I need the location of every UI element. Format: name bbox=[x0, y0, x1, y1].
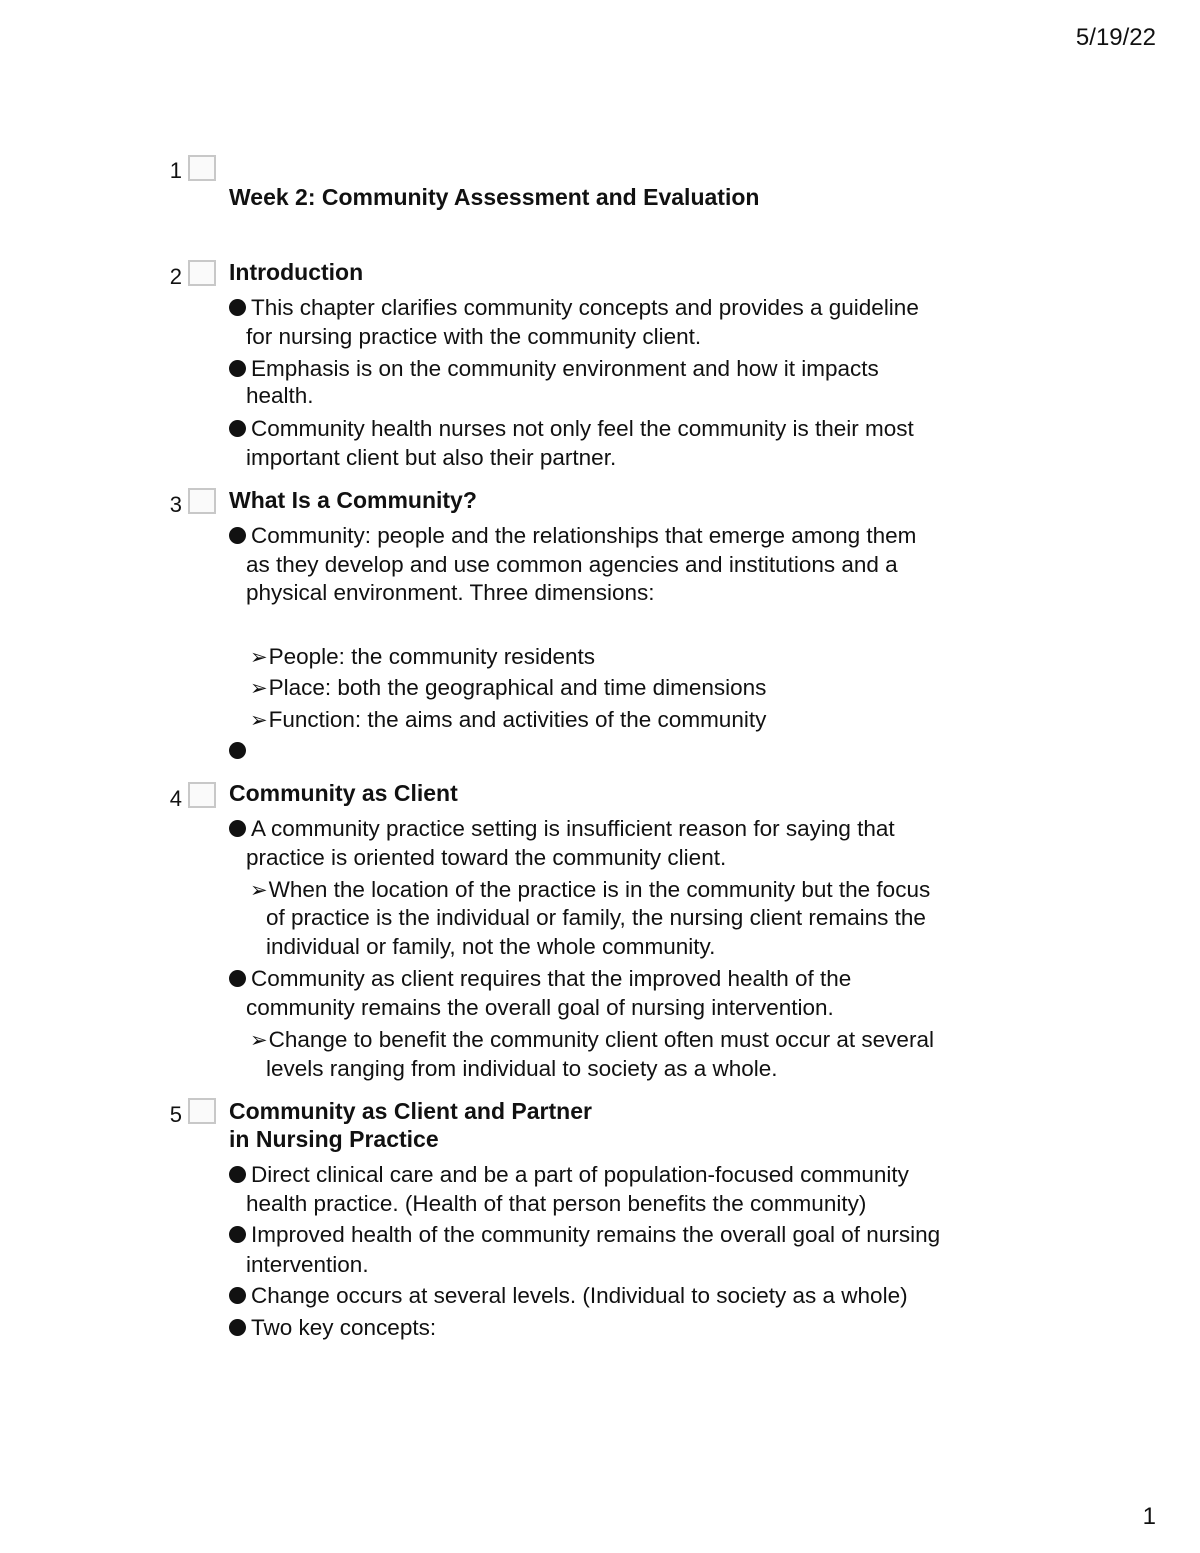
bullet-line: Community health nurses not only feel the community is their most bbox=[229, 415, 914, 443]
bullet-continuation: important client but also their partner. bbox=[246, 445, 617, 470]
bullet-dot-icon bbox=[229, 420, 246, 437]
slide-number: 5 bbox=[169, 1102, 182, 1127]
bullet-dot-icon bbox=[229, 299, 246, 316]
bullet-line: Improved health of the community remains the overall goal of nursing bbox=[229, 1221, 940, 1249]
slide-thumbnail[interactable] bbox=[188, 260, 216, 286]
slide-number: 1 bbox=[169, 158, 182, 183]
bullet-continuation: for nursing practice with the community client. bbox=[246, 324, 702, 349]
bullet-line: This chapter clarifies community concepts and provides a guideline bbox=[229, 294, 919, 322]
sub-bullet-line: ➢Place: both the geographical and time dimensions bbox=[250, 674, 766, 703]
sub-bullet-line: ➢Function: the aims and activities of the community bbox=[250, 706, 766, 735]
bullet-continuation: community remains the overall goal of nursing intervention. bbox=[246, 995, 834, 1020]
bullet-continuation: health. bbox=[246, 383, 314, 408]
sub-bullet-continuation: levels ranging from individual to society as a whole. bbox=[266, 1056, 778, 1081]
bullet-continuation: intervention. bbox=[246, 1252, 369, 1277]
bullet-line bbox=[229, 737, 251, 765]
slide-thumbnail[interactable] bbox=[188, 782, 216, 808]
slide-title: Introduction bbox=[229, 259, 364, 285]
arrow-bullet-icon: ➢ bbox=[250, 709, 268, 732]
bullet-line: Direct clinical care and be a part of population-focused community bbox=[229, 1161, 909, 1189]
bullet-continuation: as they develop and use common agencies and institutions and a bbox=[246, 552, 898, 577]
slide-title: What Is a Community? bbox=[229, 487, 477, 513]
bullet-line: Emphasis is on the community environment and how it impacts bbox=[229, 355, 879, 383]
slide-title-continuation: in Nursing Practice bbox=[229, 1126, 439, 1152]
bullet-line: Community: people and the relationships that emerge among them bbox=[229, 522, 916, 550]
sub-bullet-continuation: of practice is the individual or family, the nursing client remains the bbox=[266, 905, 926, 930]
arrow-bullet-icon: ➢ bbox=[250, 1029, 268, 1052]
slide-thumbnail[interactable] bbox=[188, 488, 216, 514]
slide-title: Community as Client bbox=[229, 780, 458, 806]
slide-number: 4 bbox=[169, 786, 182, 811]
slide-title: Community as Client and Partner bbox=[229, 1098, 592, 1124]
slide-number: 2 bbox=[169, 264, 182, 289]
bullet-continuation: health practice. (Health of that person benefits the community) bbox=[246, 1191, 867, 1216]
bullet-dot-icon bbox=[229, 820, 246, 837]
sub-bullet-line: ➢People: the community residents bbox=[250, 643, 595, 672]
bullet-dot-icon bbox=[229, 742, 246, 759]
sub-bullet-line: ➢When the location of the practice is in the community but the focus bbox=[250, 876, 930, 905]
page-number: 1 bbox=[1142, 1503, 1156, 1530]
slide-number: 3 bbox=[169, 492, 182, 517]
bullet-line: Change occurs at several levels. (Individual to society as a whole) bbox=[229, 1282, 908, 1310]
arrow-bullet-icon: ➢ bbox=[250, 646, 268, 669]
bullet-continuation: physical environment. Three dimensions: bbox=[246, 580, 655, 605]
sub-bullet-continuation: individual or family, not the whole community. bbox=[266, 934, 716, 959]
bullet-dot-icon bbox=[229, 1226, 246, 1243]
bullet-line: A community practice setting is insufficient reason for saying that bbox=[229, 815, 895, 843]
bullet-dot-icon bbox=[229, 360, 246, 377]
slide-thumbnail[interactable] bbox=[188, 155, 216, 181]
bullet-dot-icon bbox=[229, 1319, 246, 1336]
arrow-bullet-icon: ➢ bbox=[250, 677, 268, 700]
sub-bullet-line: ➢Change to benefit the community client often must occur at several bbox=[250, 1026, 934, 1055]
bullet-line: Community as client requires that the improved health of the bbox=[229, 965, 851, 993]
bullet-dot-icon bbox=[229, 1166, 246, 1183]
bullet-dot-icon bbox=[229, 1287, 246, 1304]
arrow-bullet-icon: ➢ bbox=[250, 879, 268, 902]
bullet-dot-icon bbox=[229, 527, 246, 544]
slide-thumbnail[interactable] bbox=[188, 1098, 216, 1124]
slide-title: Week 2: Community Assessment and Evaluation bbox=[229, 184, 760, 210]
bullet-continuation: practice is oriented toward the community client. bbox=[246, 845, 727, 870]
bullet-dot-icon bbox=[229, 970, 246, 987]
page-date: 5/19/22 bbox=[1075, 24, 1156, 51]
bullet-line: Two key concepts: bbox=[229, 1314, 436, 1342]
